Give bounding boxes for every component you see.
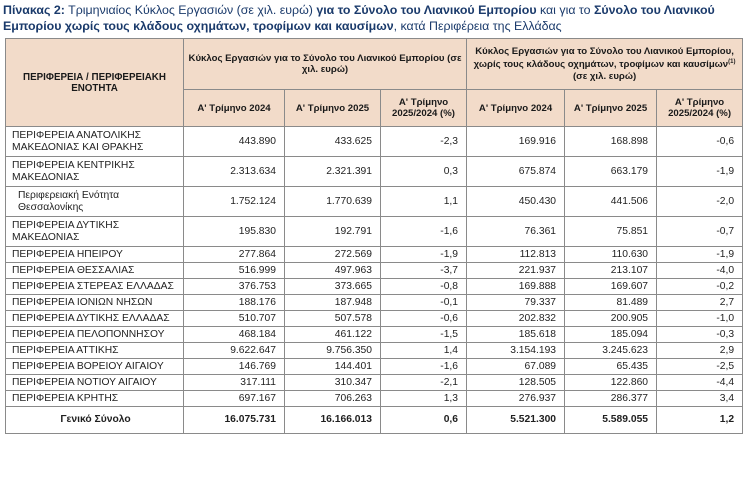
- table-row: [6, 127, 743, 157]
- region-name-cell: ΠΕΡΙΦΕΡΕΙΑ ΔΥΤΙΚΗΣ ΜΑΚΕΔΟΝΙΑΣ: [6, 217, 184, 247]
- turnover-2024-cell: 510.707: [184, 311, 285, 327]
- turnover-2025-cell: 144.401: [285, 359, 381, 375]
- turnover-excl-2024-cell: 450.430: [467, 187, 565, 217]
- turnover-excl-2024-cell: 3.154.193: [467, 343, 565, 359]
- turnover-2024-cell: 9.622.647: [184, 343, 285, 359]
- turnover-excl-2025-cell: 5.589.055: [565, 407, 657, 434]
- turnover-2025-cell: 461.122: [285, 327, 381, 343]
- header-q2025: Α' Τρίμηνο 2025: [285, 90, 381, 127]
- turnover-2024-cell: 277.864: [184, 247, 285, 263]
- change-pct-excl-cell: -1,9: [657, 247, 743, 263]
- total-row: [6, 407, 743, 434]
- turnover-2024-cell: 697.167: [184, 391, 285, 407]
- table-row: [6, 327, 743, 343]
- table-row: [6, 375, 743, 391]
- turnover-excl-2024-cell: 67.089: [467, 359, 565, 375]
- region-name-cell: ΠΕΡΙΦΕΡΕΙΑ ΘΕΣΣΑΛΙΑΣ: [6, 263, 184, 279]
- header-group2-line2: (σε χιλ. ευρώ): [572, 70, 637, 82]
- header-region: ΠΕΡΙΦΕΡΕΙΑ / ΠΕΡΙΦΕΡΕΙΑΚΗ ΕΝΟΤΗΤΑ: [6, 39, 184, 127]
- table-row: [6, 263, 743, 279]
- turnover-excl-2025-cell: 185.094: [565, 327, 657, 343]
- turnover-table: [5, 38, 743, 434]
- turnover-2025-cell: 2.321.391: [285, 157, 381, 187]
- turnover-2025-cell: 373.665: [285, 279, 381, 295]
- change-pct-excl-cell: -0,3: [657, 327, 743, 343]
- turnover-2024-cell: 317.111: [184, 375, 285, 391]
- turnover-2024-cell: 146.769: [184, 359, 285, 375]
- turnover-2025-cell: 310.347: [285, 375, 381, 391]
- change-pct-excl-cell: -0,6: [657, 127, 743, 157]
- turnover-2024-cell: 516.999: [184, 263, 285, 279]
- change-pct-cell: -1,5: [381, 327, 467, 343]
- turnover-excl-2025-cell: 3.245.623: [565, 343, 657, 359]
- turnover-2025-cell: 507.578: [285, 311, 381, 327]
- region-name-cell: ΠΕΡΙΦΕΡΕΙΑ ΔΥΤΙΚΗΣ ΕΛΛΑΔΑΣ: [6, 311, 184, 327]
- change-pct-cell: -0,6: [381, 311, 467, 327]
- turnover-2024-cell: 195.830: [184, 217, 285, 247]
- change-pct-excl-cell: -2,0: [657, 187, 743, 217]
- table-row: [6, 359, 743, 375]
- turnover-excl-2024-cell: 221.937: [467, 263, 565, 279]
- turnover-excl-2025-cell: 110.630: [565, 247, 657, 263]
- change-pct-excl-cell: 3,4: [657, 391, 743, 407]
- change-pct-excl-cell: -1,9: [657, 157, 743, 187]
- change-pct-cell: 1,1: [381, 187, 467, 217]
- region-name-cell: ΠΕΡΙΦΕΡΕΙΑ ΒΟΡΕΙΟΥ ΑΙΓΑΙΟΥ: [6, 359, 184, 375]
- region-name-cell: ΠΕΡΙΦΕΡΕΙΑ ΚΕΝΤΡΙΚΗΣ ΜΑΚΕΔΟΝΙΑΣ: [6, 157, 184, 187]
- change-pct-excl-cell: 2,7: [657, 295, 743, 311]
- region-name-cell: ΠΕΡΙΦΕΡΕΙΑ ΠΕΛΟΠΟΝΝΗΣΟΥ: [6, 327, 184, 343]
- caption-part1: Τριμηνιαίος Κύκλος Εργασιών (σε χιλ. ευρώ): [64, 3, 317, 17]
- change-pct-cell: -1,9: [381, 247, 467, 263]
- turnover-2025-cell: 433.625: [285, 127, 381, 157]
- region-name-cell: ΠΕΡΙΦΕΡΕΙΑ ΗΠΕΙΡΟΥ: [6, 247, 184, 263]
- table-row: [6, 391, 743, 407]
- region-name-cell: Περιφερειακή Ενότητα Θεσσαλονίκης: [6, 187, 184, 217]
- turnover-2025-cell: 192.791: [285, 217, 381, 247]
- header-pct-excl: Α' Τρίμηνο 2025/2024 (%): [657, 90, 743, 127]
- header-pct: Α' Τρίμηνο 2025/2024 (%): [381, 90, 467, 127]
- turnover-excl-2025-cell: 663.179: [565, 157, 657, 187]
- header-q2025-excl: Α' Τρίμηνο 2025: [565, 90, 657, 127]
- change-pct-cell: -0,8: [381, 279, 467, 295]
- turnover-excl-2025-cell: 169.607: [565, 279, 657, 295]
- table-row: [6, 187, 743, 217]
- turnover-2025-cell: 706.263: [285, 391, 381, 407]
- turnover-2024-cell: 376.753: [184, 279, 285, 295]
- table-caption: [3, 2, 743, 34]
- header-group2-line1: Κύκλος Εργασιών για το Σύνολο του Λιανικού Εμπορίου, χωρίς τους κλάδους οχημάτων, τροφίμων και καυσίμων: [473, 46, 734, 71]
- table-row: [6, 311, 743, 327]
- change-pct-excl-cell: -1,0: [657, 311, 743, 327]
- turnover-2025-cell: 16.166.013: [285, 407, 381, 434]
- turnover-excl-2024-cell: 169.916: [467, 127, 565, 157]
- region-name-cell: ΠΕΡΙΦΕΡΕΙΑ ΑΤΤΙΚΗΣ: [6, 343, 184, 359]
- turnover-excl-2024-cell: 276.937: [467, 391, 565, 407]
- turnover-excl-2025-cell: 441.506: [565, 187, 657, 217]
- turnover-2024-cell: 2.313.634: [184, 157, 285, 187]
- change-pct-cell: 0,3: [381, 157, 467, 187]
- turnover-excl-2024-cell: 112.813: [467, 247, 565, 263]
- turnover-excl-2025-cell: 286.377: [565, 391, 657, 407]
- change-pct-excl-cell: -0,2: [657, 279, 743, 295]
- turnover-2025-cell: 187.948: [285, 295, 381, 311]
- region-name-cell: ΠΕΡΙΦΕΡΕΙΑ ΙΟΝΙΩΝ ΝΗΣΩΝ: [6, 295, 184, 311]
- turnover-excl-2025-cell: 81.489: [565, 295, 657, 311]
- turnover-excl-2024-cell: 76.361: [467, 217, 565, 247]
- change-pct-cell: -2,3: [381, 127, 467, 157]
- turnover-2025-cell: 9.756.350: [285, 343, 381, 359]
- change-pct-excl-cell: -0,7: [657, 217, 743, 247]
- change-pct-cell: -0,1: [381, 295, 467, 311]
- turnover-excl-2025-cell: 65.435: [565, 359, 657, 375]
- turnover-2024-cell: 468.184: [184, 327, 285, 343]
- turnover-excl-2025-cell: 213.107: [565, 263, 657, 279]
- turnover-excl-2024-cell: 5.521.300: [467, 407, 565, 434]
- caption-prefix: Πίνακας 2:: [3, 3, 65, 17]
- table-row: [6, 295, 743, 311]
- turnover-2025-cell: 1.770.639: [285, 187, 381, 217]
- footnote-marker: (1): [728, 59, 736, 66]
- caption-part3: και για το: [536, 3, 594, 17]
- change-pct-cell: -2,1: [381, 375, 467, 391]
- change-pct-cell: -1,6: [381, 217, 467, 247]
- region-name-cell: ΠΕΡΙΦΕΡΕΙΑ ΣΤΕΡΕΑΣ ΕΛΛΑΔΑΣ: [6, 279, 184, 295]
- change-pct-cell: 0,6: [381, 407, 467, 434]
- turnover-excl-2024-cell: 79.337: [467, 295, 565, 311]
- change-pct-cell: -1,6: [381, 359, 467, 375]
- region-name-cell: ΠΕΡΙΦΕΡΕΙΑ ΑΝΑΤΟΛΙΚΗΣ ΜΑΚΕΔΟΝΙΑΣ ΚΑΙ ΘΡΑΚΗΣ: [6, 127, 184, 157]
- region-name-cell: ΠΕΡΙΦΕΡΕΙΑ ΚΡΗΤΗΣ: [6, 391, 184, 407]
- caption-part5: , κατά Περιφέρεια της Ελλάδας: [393, 19, 562, 33]
- change-pct-excl-cell: -4,0: [657, 263, 743, 279]
- turnover-excl-2025-cell: 200.905: [565, 311, 657, 327]
- turnover-excl-2024-cell: 169.888: [467, 279, 565, 295]
- table-row: [6, 279, 743, 295]
- turnover-2024-cell: 443.890: [184, 127, 285, 157]
- turnover-excl-2025-cell: 75.851: [565, 217, 657, 247]
- change-pct-cell: 1,3: [381, 391, 467, 407]
- change-pct-excl-cell: 1,2: [657, 407, 743, 434]
- turnover-2025-cell: 272.569: [285, 247, 381, 263]
- change-pct-cell: -3,7: [381, 263, 467, 279]
- header-group-retail-excl: [467, 39, 743, 90]
- region-name-cell: ΠΕΡΙΦΕΡΕΙΑ ΝΟΤΙΟΥ ΑΙΓΑΙΟΥ: [6, 375, 184, 391]
- change-pct-excl-cell: 2,9: [657, 343, 743, 359]
- region-name-cell: Γενικό Σύνολο: [6, 407, 184, 434]
- table-row: [6, 157, 743, 187]
- caption-part2: για το Σύνολο του Λιανικού Εμπορίου: [316, 3, 537, 17]
- turnover-2024-cell: 1.752.124: [184, 187, 285, 217]
- turnover-excl-2025-cell: 168.898: [565, 127, 657, 157]
- table-row: [6, 343, 743, 359]
- table-row: [6, 247, 743, 263]
- change-pct-excl-cell: -4,4: [657, 375, 743, 391]
- turnover-2024-cell: 16.075.731: [184, 407, 285, 434]
- caption-part4: Σύνολο του Λιανικού Εμπορίου χωρίς τους κλάδους οχημάτων, τροφίμων και καυσίμων: [3, 3, 715, 33]
- header-group-total-retail: Κύκλος Εργασιών για το Σύνολο του Λιανικού Εμπορίου (σε χιλ. ευρώ): [184, 39, 467, 90]
- change-pct-excl-cell: -2,5: [657, 359, 743, 375]
- turnover-2025-cell: 497.963: [285, 263, 381, 279]
- turnover-excl-2024-cell: 202.832: [467, 311, 565, 327]
- turnover-2024-cell: 188.176: [184, 295, 285, 311]
- change-pct-cell: 1,4: [381, 343, 467, 359]
- turnover-excl-2024-cell: 185.618: [467, 327, 565, 343]
- turnover-excl-2024-cell: 675.874: [467, 157, 565, 187]
- turnover-excl-2025-cell: 122.860: [565, 375, 657, 391]
- header-q2024-excl: Α' Τρίμηνο 2024: [467, 90, 565, 127]
- turnover-excl-2024-cell: 128.505: [467, 375, 565, 391]
- header-q2024: Α' Τρίμηνο 2024: [184, 90, 285, 127]
- table-row: [6, 217, 743, 247]
